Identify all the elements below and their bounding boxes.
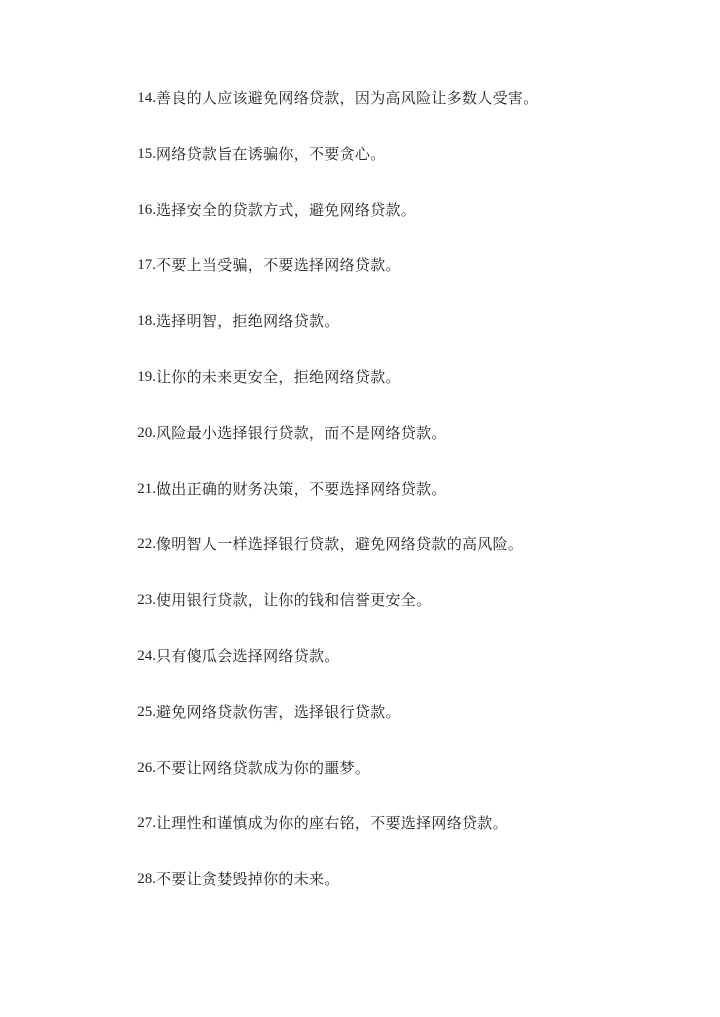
item-text: 不要让网络贷款成为你的噩梦。 xyxy=(156,758,371,777)
numbered-list xyxy=(120,86,680,923)
item-text: 做出正确的财务决策，不要选择网络贷款。 xyxy=(156,479,447,498)
item-number: 27. xyxy=(137,815,156,832)
item-number: 17. xyxy=(137,257,156,274)
item-number: 28. xyxy=(137,871,156,888)
item-text: 避免网络贷款伤害，选择银行贷款。 xyxy=(156,702,401,721)
item-number: 21. xyxy=(137,480,156,497)
item-text: 像明智人一样选择银行贷款，避免网络贷款的高风险。 xyxy=(156,535,524,554)
list-item xyxy=(120,421,680,477)
item-text: 善良的人应该避免网络贷款，因为高风险让多数人受害。 xyxy=(156,89,539,107)
list-item xyxy=(120,309,680,365)
item-text: 不要上当受骗，不要选择网络贷款。 xyxy=(156,256,401,275)
item-number: 24. xyxy=(137,647,156,664)
list-item xyxy=(120,142,680,198)
item-number: 14. xyxy=(137,90,156,106)
item-text: 让理性和谨慎成为你的座右铭，不要选择网络贷款。 xyxy=(156,814,508,833)
item-number: 23. xyxy=(137,592,156,609)
list-item xyxy=(120,756,680,812)
list-item xyxy=(120,700,680,756)
list-item xyxy=(120,811,680,867)
item-number: 22. xyxy=(137,536,156,553)
item-text: 选择安全的贷款方式，避免网络贷款。 xyxy=(156,200,417,219)
list-item xyxy=(120,867,680,923)
item-number: 20. xyxy=(137,424,156,441)
item-number: 25. xyxy=(137,703,156,720)
list-item xyxy=(120,644,680,700)
item-number: 18. xyxy=(137,313,156,330)
item-text: 不要让贪婪毁掉你的未来。 xyxy=(156,870,340,889)
list-item xyxy=(120,86,680,142)
item-number: 19. xyxy=(137,368,156,385)
list-item xyxy=(120,253,680,309)
item-text: 风险最小选择银行贷款，而不是网络贷款。 xyxy=(156,423,447,442)
item-number: 16. xyxy=(137,201,156,218)
list-item xyxy=(120,532,680,588)
item-text: 让你的未来更安全，拒绝网络贷款。 xyxy=(156,367,401,386)
item-text: 使用银行贷款，让你的钱和信誉更安全。 xyxy=(156,591,432,610)
item-text: 选择明智，拒绝网络贷款。 xyxy=(156,312,340,331)
item-text: 网络贷款旨在诱骗你，不要贪心。 xyxy=(156,144,386,163)
list-item xyxy=(120,477,680,533)
list-item xyxy=(120,588,680,644)
item-number: 15. xyxy=(137,145,156,162)
list-item xyxy=(120,365,680,421)
item-text: 只有傻瓜会选择网络贷款。 xyxy=(156,646,340,665)
item-number: 26. xyxy=(137,759,156,776)
list-item xyxy=(120,198,680,254)
